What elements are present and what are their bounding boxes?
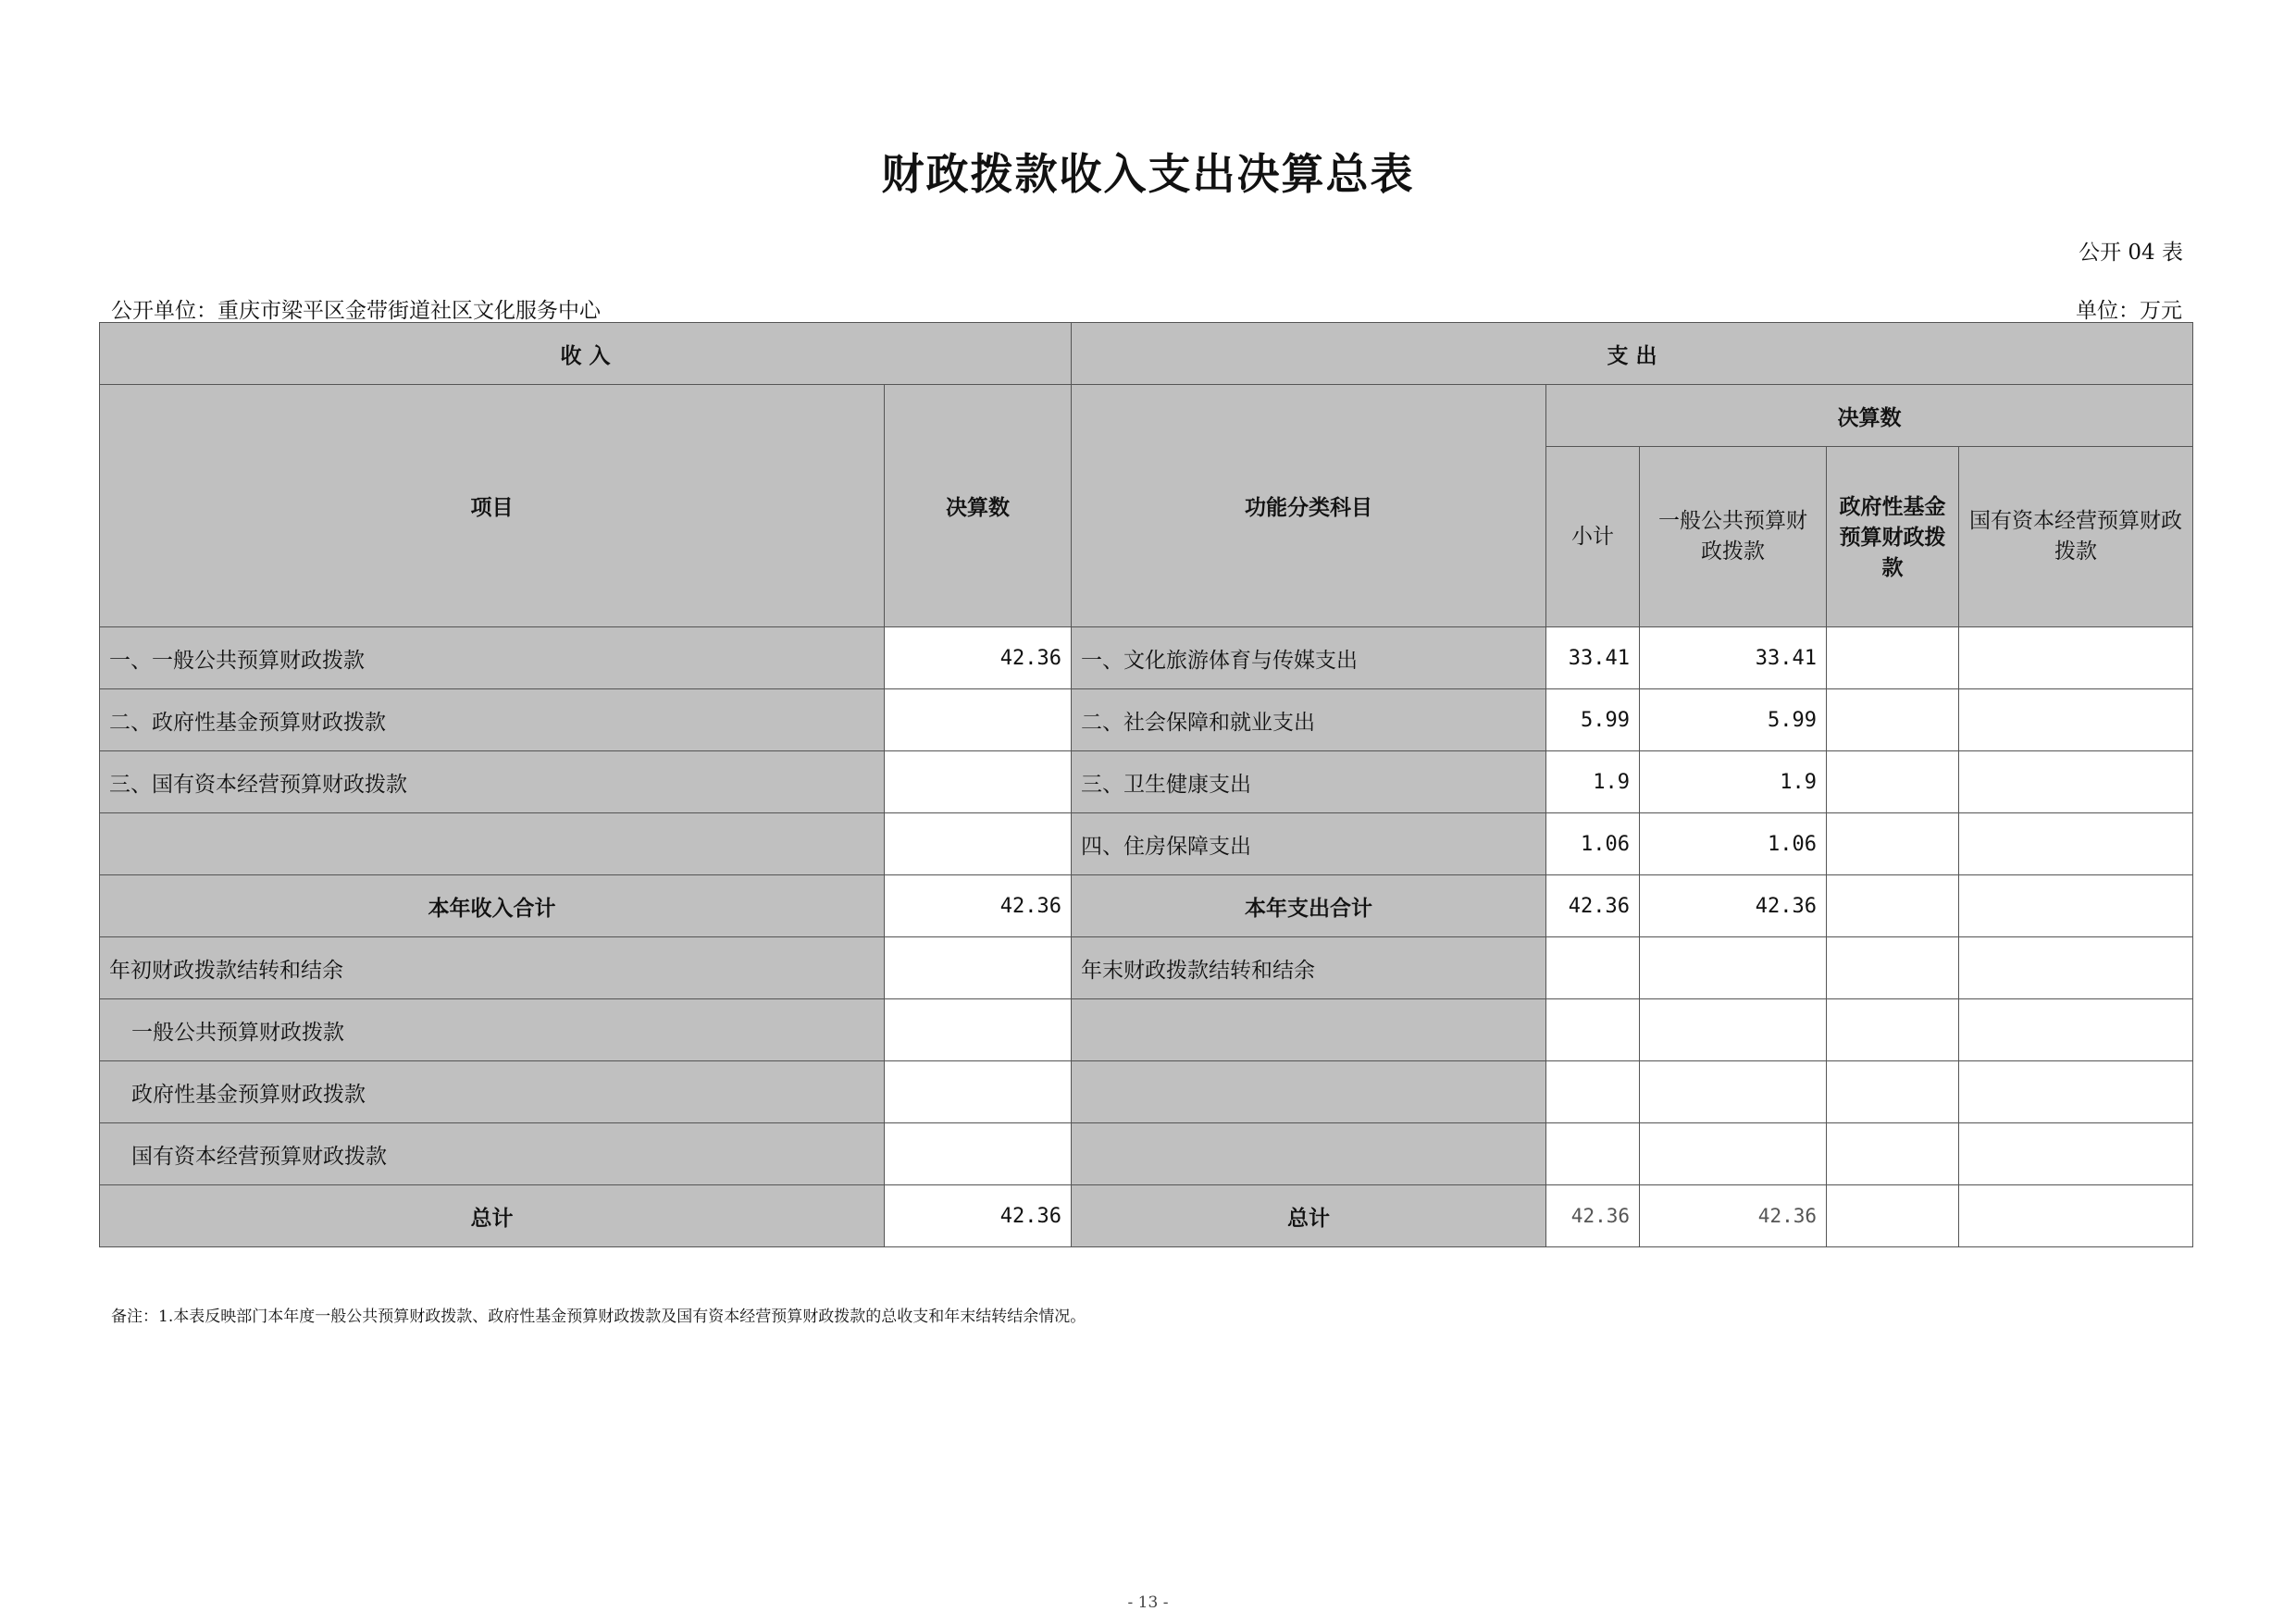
subtotal-header: 小计 (1546, 447, 1640, 627)
state-capital-value (1959, 627, 2193, 689)
income-value (885, 999, 1072, 1061)
state-capital-value (1959, 875, 2193, 937)
gov-fund-value (1827, 689, 1959, 751)
income-value (885, 813, 1072, 875)
category-header: 功能分类科目 (1072, 385, 1546, 627)
table-row (100, 813, 2193, 875)
subtotal-value (1546, 937, 1640, 999)
budget-summary-table (99, 322, 2193, 1247)
income-item: 三、国有资本经营预算财政拨款 (100, 751, 885, 813)
gov-fund-header: 政府性基金预算财政拨款 (1827, 447, 1959, 627)
general-value: 1.9 (1640, 751, 1827, 813)
subtotal-value: 1.06 (1546, 813, 1640, 875)
expense-item (1072, 999, 1546, 1061)
income-value (885, 937, 1072, 999)
income-grand-total-value: 42.36 (885, 1185, 1072, 1247)
state-capital-value (1959, 689, 2193, 751)
subtotal-value: 33.41 (1546, 627, 1640, 689)
income-item: 一般公共预算财政拨款 (100, 999, 885, 1061)
income-item: 二、政府性基金预算财政拨款 (100, 689, 885, 751)
income-item (100, 813, 885, 875)
state-capital-value (1959, 937, 2193, 999)
subtotal-value (1546, 1061, 1640, 1123)
general-value (1640, 937, 1827, 999)
income-header: 收 入 (100, 323, 1072, 385)
state-capital-header: 国有资本经营预算财政拨款 (1959, 447, 2193, 627)
table-row (100, 751, 2193, 813)
item-header: 项目 (100, 385, 885, 627)
table-row (100, 937, 2193, 999)
expense-item (1072, 1061, 1546, 1123)
gov-fund-value (1827, 627, 1959, 689)
gov-fund-value (1827, 751, 1959, 813)
expense-item: 三、卫生健康支出 (1072, 751, 1546, 813)
general-value: 5.99 (1640, 689, 1827, 751)
income-value (885, 1061, 1072, 1123)
income-total-value: 42.36 (885, 875, 1072, 937)
reporting-unit: 公开单位：重庆市梁平区金带街道社区文化服务中心 (111, 299, 601, 323)
general-value (1640, 1123, 1827, 1185)
table-row (100, 627, 2193, 689)
currency-unit: 单位：万元 (2076, 299, 2182, 323)
income-total-label: 本年收入合计 (100, 875, 885, 937)
general-value: 33.41 (1640, 627, 1827, 689)
expense-header: 支 出 (1072, 323, 2193, 385)
unit-line (111, 293, 2182, 324)
annual-total-row (100, 875, 2193, 937)
expense-item: 年末财政拨款结转和结余 (1072, 937, 1546, 999)
expense-total-label: 本年支出合计 (1072, 875, 1546, 937)
subtotal-value: 5.99 (1546, 689, 1640, 751)
income-value (885, 1123, 1072, 1185)
income-item: 年初财政拨款结转和结余 (100, 937, 885, 999)
state-capital-value (1959, 1061, 2193, 1123)
income-value: 42.36 (885, 627, 1072, 689)
gov-fund-value (1827, 1061, 1959, 1123)
gov-fund-value (1827, 813, 1959, 875)
state-capital-value (1959, 751, 2193, 813)
subtotal-value: 42.36 (1546, 1185, 1640, 1247)
expense-item (1072, 1123, 1546, 1185)
subtotal-value: 42.36 (1546, 875, 1640, 937)
expense-item: 一、文化旅游体育与传媒支出 (1072, 627, 1546, 689)
page-title: 财政拨款收入支出决算总表 (881, 149, 1415, 199)
form-number: 公开 04 表 (2079, 241, 2183, 265)
state-capital-value (1959, 813, 2193, 875)
state-capital-value (1959, 1123, 2193, 1185)
state-capital-value (1959, 999, 2193, 1061)
general-value: 42.36 (1640, 875, 1827, 937)
table-row (100, 689, 2193, 751)
gov-fund-value (1827, 1185, 1959, 1247)
expense-grand-total-label: 总计 (1072, 1185, 1546, 1247)
table-row (100, 1061, 2193, 1123)
income-item: 一、一般公共预算财政拨款 (100, 627, 885, 689)
general-value (1640, 999, 1827, 1061)
page-number: - 13 - (1127, 1593, 1169, 1612)
general-value: 1.06 (1640, 813, 1827, 875)
income-item: 国有资本经营预算财政拨款 (100, 1123, 885, 1185)
expense-item: 四、住房保障支出 (1072, 813, 1546, 875)
expense-item: 二、社会保障和就业支出 (1072, 689, 1546, 751)
general-value: 42.36 (1640, 1185, 1827, 1247)
subtotal-value: 1.9 (1546, 751, 1640, 813)
gov-fund-value (1827, 937, 1959, 999)
gov-fund-value (1827, 999, 1959, 1061)
expense-amount-header: 决算数 (1546, 385, 2193, 447)
subtotal-value (1546, 1123, 1640, 1185)
table-row (100, 999, 2193, 1061)
gov-fund-value (1827, 1123, 1959, 1185)
table-row (100, 1123, 2193, 1185)
footnote: 备注：1.本表反映部门本年度一般公共预算财政拨款、政府性基金预算财政拨款及国有资本经营预算财政拨款的总收支和年末结转结余情况。 (111, 1308, 1086, 1326)
gov-fund-value (1827, 875, 1959, 937)
state-capital-value (1959, 1185, 2193, 1247)
general-budget-header: 一般公共预算财政拨款 (1640, 447, 1827, 627)
income-grand-total-label: 总计 (100, 1185, 885, 1247)
subtotal-value (1546, 999, 1640, 1061)
income-value (885, 751, 1072, 813)
income-value (885, 689, 1072, 751)
general-value (1640, 1061, 1827, 1123)
income-item: 政府性基金预算财政拨款 (100, 1061, 885, 1123)
grand-total-row (100, 1185, 2193, 1247)
income-amount-header: 决算数 (885, 385, 1072, 627)
